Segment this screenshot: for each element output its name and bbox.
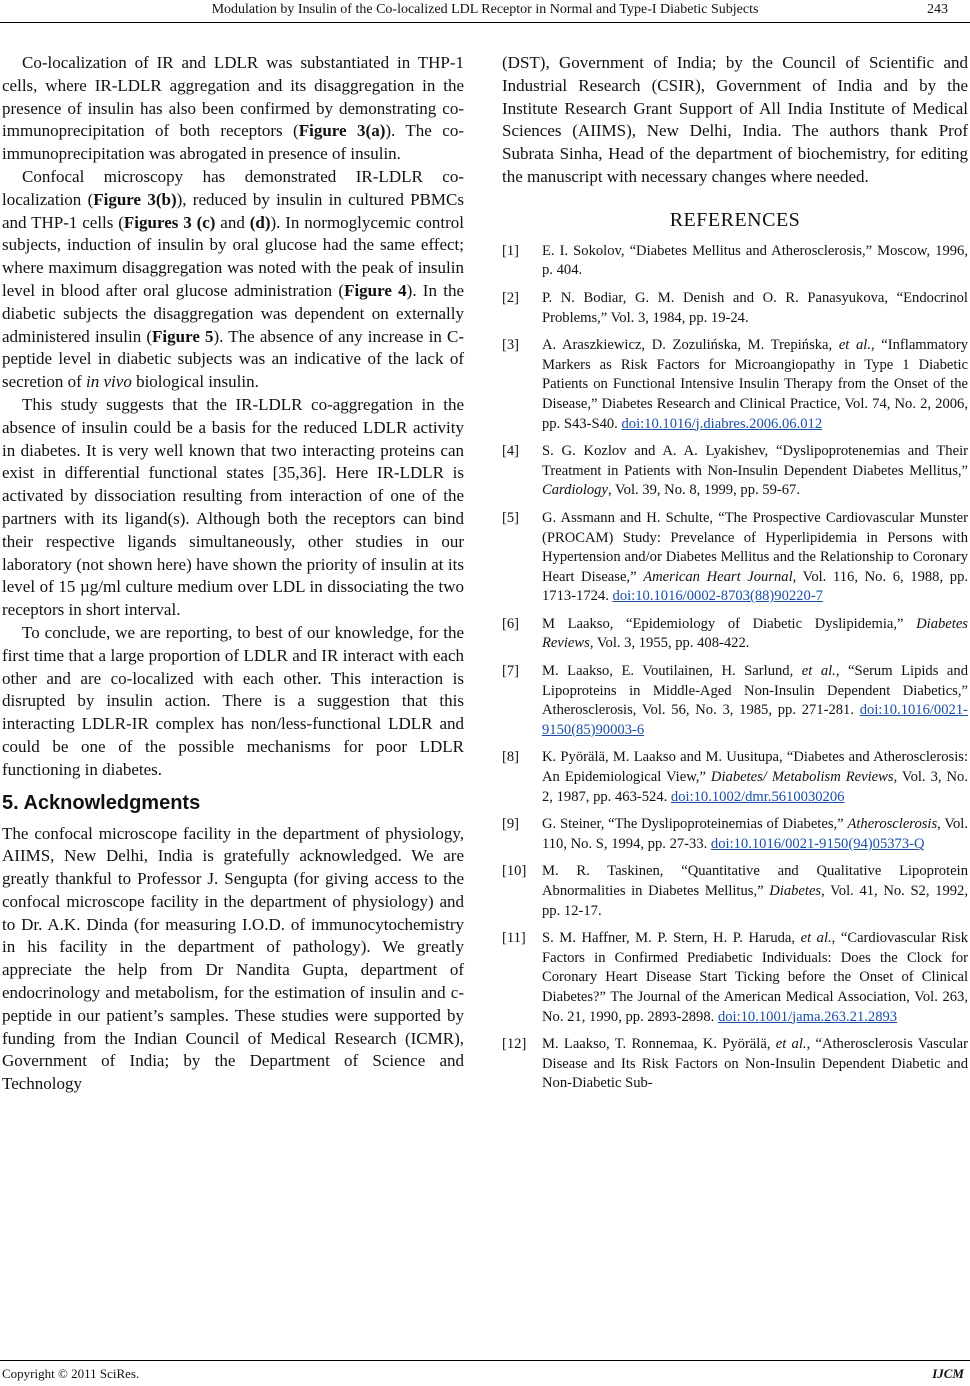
reference-text: M. R. Taskinen, “Quantitative and Qualitative Lipoprotein Abnormalities in Diabetes Mellitus,” Diabetes, Vol. 41, No. S2, 1992, pp. 12-17. — [542, 863, 968, 919]
paragraph-study-suggests: This study suggests that the IR-LDLR co-aggregation in the absence of insulin could be a basis for the reduced LDLR activity in diabetes. It is very well known that two interacting proteins can exist in differential functional states [35,36]. Here IR-LDLR is activated by dissociation resulting from interaction of one of the partners with its ligand(s). Although both the receptors can bind their respective ligands simultaneously, other studies in our laboratory (not shown here) have shown the priority of insulin at its level of 15 µg/ml culture medium over LDL in dissociating the two receptors in short interval. — [2, 394, 464, 620]
reference-number: [11] — [502, 930, 526, 947]
reference-number: [10] — [502, 863, 527, 880]
reference-text: M. Laakso, E. Voutilainen, H. Sarlund, et al., “Serum Lipids and Lipoproteins in Middle-Aged Non-Insulin Dependent Diabetics,” Atherosclerosis, Vol. 56, No. 3, 1985, pp. 271-281. doi:10.1016/0021-9150(85)90003-6 — [542, 663, 968, 738]
reference-number: [5] — [502, 509, 520, 526]
reference-item — [502, 1035, 968, 1094]
running-title: Modulation by Insulin of the Co-localized LDL Receptor in Normal and Type-I Diabetic Subjects — [211, 2, 759, 17]
references-heading: REFERENCES — [669, 208, 801, 231]
doi-link[interactable]: doi:10.1016/0021-9150(85)90003-6 — [542, 702, 968, 738]
figure-ref[interactable]: (d) — [249, 212, 271, 232]
reference-item — [502, 615, 968, 654]
doi-link[interactable]: doi:10.1016/0002-8703(88)90220-7 — [612, 588, 823, 605]
footer-rule — [0, 1360, 970, 1361]
reference-list — [502, 242, 968, 1094]
paragraph-confocal: Confocal microscopy has demonstrated IR-LDLR co-localization (Figure 3(b)), reduced by insulin in cultured PBMCs and THP-1 cells (Figures 3 (c) and (d)). In normoglycemic control subjects, induction of insulin by oral glucose had the same effect; where maximum disaggregation was noted with the peak of insulin level in blood after oral glucose administration (Figure 4). In the diabetic subjects the disaggregation was dependent on externally administered insulin (Figure 5). The absence of any increase in C-peptide level in diabetic subjects was an indicative of the lack of secretion of in vivo biological insulin. — [2, 166, 464, 392]
reference-text: M. Laakso, T. Ronnemaa, K. Pyörälä, et al., “Atherosclerosis Vascular Disease and Its Risk Factors on Non-Insulin Dependent Diabetic and Non-Diabetic Sub- — [542, 1036, 968, 1092]
reference-item — [502, 748, 968, 807]
reference-text: A. Araszkiewicz, D. Zozulińska, M. Trepińska, et al., “Inflammatory Markers as Risk Factors for Microangiopathy in Type 1 Diabetic Patients on Functional Intensive Insulin Therapy from the Onset of the Disease,” Diabetes Research and Clinical Practice, Vol. 74, No. 2, 2006, pp. S43-S40. doi:10.1016/j.diabres.2006.06.012 — [542, 337, 968, 432]
header-rule — [0, 22, 970, 23]
reference-item — [502, 662, 968, 740]
figure-ref[interactable]: Figure 5 — [152, 326, 214, 346]
doi-link[interactable]: doi:10.1016/j.diabres.2006.06.012 — [621, 415, 823, 432]
section-heading-acknowledgments: 5. Acknowledgments — [2, 791, 201, 814]
left-column — [2, 52, 464, 1096]
reference-number: [2] — [502, 289, 520, 306]
reference-number: [3] — [502, 337, 520, 354]
doi-link[interactable]: doi:10.1002/dmr.5610030206 — [670, 788, 845, 805]
reference-text: P. N. Bodiar, G. M. Denish and O. R. Panasyukova, “Endocrinol Problems,” Vol. 3, 1984, pp. 19-24. — [542, 289, 968, 326]
reference-number: [4] — [502, 443, 520, 460]
reference-number: [1] — [502, 242, 520, 259]
reference-item — [502, 929, 968, 1027]
figure-ref[interactable]: Figure 3(a) — [298, 121, 386, 141]
doi-link[interactable]: doi:10.1016/0021-9150(94)05373-Q — [710, 835, 925, 852]
reference-item — [502, 289, 968, 328]
figure-ref[interactable]: Figure 3(b) — [93, 189, 177, 209]
paragraph-acknowledgments-continued: (DST), Government of India; by the Council of Scientific and Industrial Research (CSIR), Government of India and by the Institute Research Grant Support of All India Institute of Medical Sciences (AIIMS), New Delhi, India. The authors thank Prof Subrata Sinha, Head of the department of biochemistry, for editing the manuscript with necessary changes where needed. — [502, 53, 968, 186]
reference-item — [502, 336, 968, 434]
copyright-notice: Copyright © 2011 SciRes. — [2, 1366, 140, 1381]
paragraph-coimmunoprecipitation: Co-localization of IR and LDLR was substantiated in THP-1 cells, where IR-LDLR aggregation and its disaggregation in the presence of insulin has also been confirmed by demonstrating co-immunoprecipitation of both receptors (Figure 3(a)). The co-immunoprecipitation was abrogated in presence of insulin. — [2, 53, 464, 164]
reference-number: [9] — [502, 816, 520, 833]
reference-text: K. Pyörälä, M. Laakso and M. Uusitupa, “Diabetes and Atherosclerosis: An Epidemiological View,” Diabetes/ Metabolism Reviews, Vol. 3, No. 2, 1987, pp. 463-524. doi:10.1002/dmr.5610030206 — [542, 749, 969, 805]
reference-item — [502, 242, 968, 281]
reference-text: G. Steiner, “The Dyslipoproteinemias of Diabetes,” Atherosclerosis, Vol. 110, No. S, 1994, pp. 27-33. doi:10.1016/0021-9150(94)05373-Q — [542, 816, 968, 852]
reference-number: [6] — [502, 615, 520, 632]
doi-link[interactable]: doi:10.1001/jama.263.21.2893 — [717, 1008, 898, 1025]
reference-text: S. M. Haffner, M. P. Stern, H. P. Haruda, et al., “Cardiovascular Risk Factors in Confirmed Prediabetic Individuals: Does the Clock for Coronary Heart Disease Start Ticking before the Onset of Clinical Diabetes?” The Journal of the American Medical Association, Vol. 263, No. 21, 1990, pp. 2893-2898. doi:10.1001/jama.263.21.2893 — [542, 930, 968, 1025]
paragraph-conclusion: To conclude, we are reporting, to best of our knowledge, for the first time that a large proportion of LDLR and IR interact with each other and are co-localized with each other. This interaction is disrupted by insulin action. There is a suggestion that this interacting LDLR-IR complex has non/less-functional LDLR and could be one of the possible mechanisms for poor LDLR functioning in diabetes. — [2, 622, 464, 779]
reference-item — [502, 509, 968, 607]
reference-item — [502, 815, 968, 854]
page-header — [0, 0, 970, 26]
reference-number: [7] — [502, 663, 520, 680]
right-column — [502, 52, 968, 1102]
reference-text: G. Assmann and H. Schulte, “The Prospective Cardiovascular Munster (PROCAM) Study: Prevelance of Hyperlipidemia in Persons with Hypertension and/or Diabetes Mellitus and the Relationship to Coronary Heart Disease,” American Heart Journal, Vol. 116, No. 6, 1988, pp. 1713-1724. doi:10.1016/0002-8703(88)90220-7 — [542, 509, 969, 605]
figure-ref[interactable]: Figures 3 (c) — [123, 212, 216, 232]
journal-abbrev: IJCM — [932, 1366, 964, 1381]
reference-item — [502, 862, 968, 921]
reference-number: [12] — [502, 1036, 527, 1053]
reference-text: S. G. Kozlov and A. A. Lyakishev, “Dyslipoprotenemias and Their Treatment in Patients with Non-Insulin Dependent Diabetes Mellitus,” Cardiology, Vol. 39, No. 8, 1999, pp. 59-67. — [542, 443, 968, 499]
figure-ref[interactable]: Figure 4 — [344, 280, 407, 300]
paragraph-acknowledgments: The confocal microscope facility in the department of physiology, AIIMS, New Delhi, India is gratefully acknowledged. We are greatly thankful to Professor J. Sengupta (for giving access to the confocal microscope facility in the department of physiology) and to Dr. A.K. Dinda (for measuring I.O.D. of immunocytochemistry in his facility in the department of pathology). We greatly appreciate the help from Dr Nandita Gupta, department of endocrinology and metabolism, for the estimation of insulin and c-peptide in our patient’s samples. These studies were supported by funding from the Indian Council of Medical Research (ICMR), Government of India; by the Department of Science and Technology — [2, 823, 464, 1094]
reference-text: M Laakso, “Epidemiology of Diabetic Dyslipidemia,” Diabetes Reviews, Vol. 3, 1955, pp. 408-422. — [542, 615, 968, 652]
reference-number: [8] — [502, 749, 520, 766]
page-number: 243 — [927, 2, 948, 17]
page-footer — [0, 1360, 970, 1384]
reference-text: E. I. Sokolov, “Diabetes Mellitus and Atherosclerosis,” Moscow, 1996, p. 404. — [542, 242, 968, 279]
reference-item — [502, 442, 968, 501]
